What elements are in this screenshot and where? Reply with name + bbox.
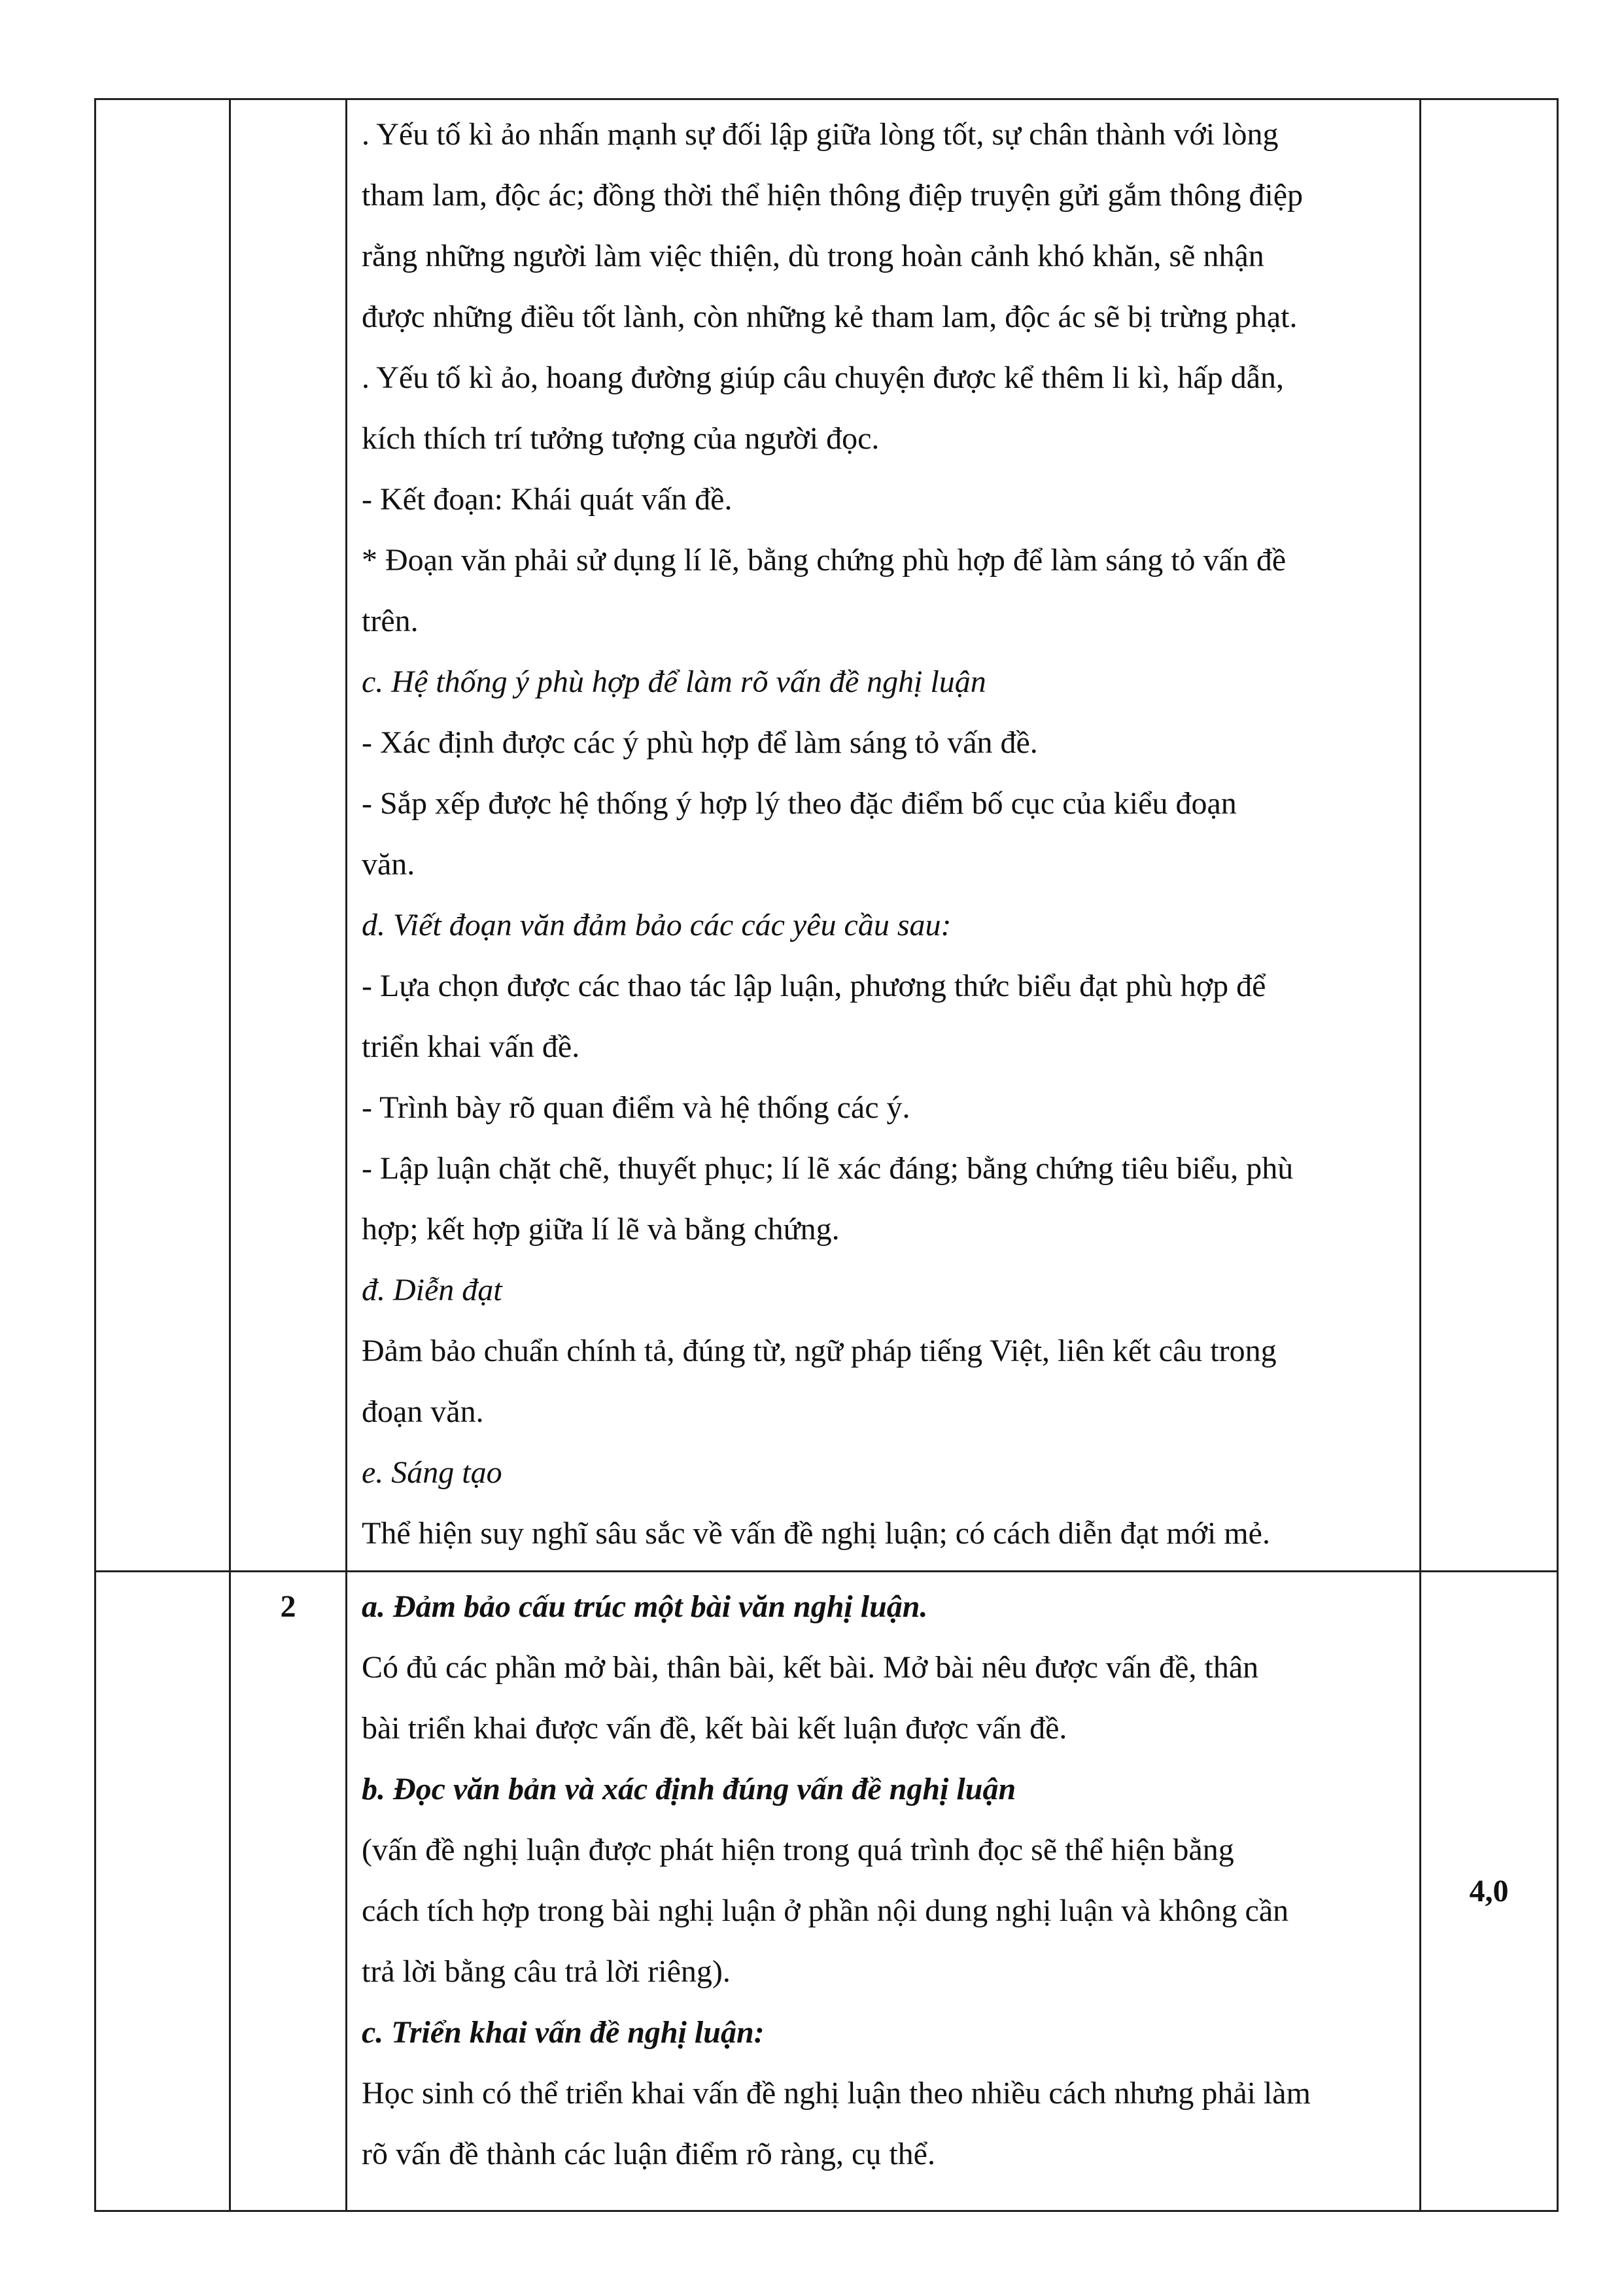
- text-line: Đảm bảo chuẩn chính tả, đúng từ, ngữ pháp tiếng Việt, liên kết câu trong: [362, 1334, 1277, 1368]
- text-line: văn.: [362, 847, 415, 882]
- section-cell: [95, 1572, 230, 2211]
- text-line: - Xác định được các ý phù hợp để làm sáng tỏ vấn đề.: [362, 725, 1038, 760]
- row2-content: [347, 1572, 1419, 2191]
- section-heading: c. Triển khai vấn đề nghị luận:: [362, 2015, 765, 2050]
- text-line: triển khai vấn đề.: [362, 1029, 580, 1064]
- text-line: . Yếu tố kì ảo, hoang đường giúp câu chuyện được kể thêm li kì, hấp dẫn,: [362, 360, 1285, 395]
- text-line: Thể hiện suy nghĩ sâu sắc về vấn đề nghị luận; có cách diễn đạt mới mẻ.: [362, 1516, 1270, 1551]
- text-line: trả lời bằng câu trả lời riêng).: [362, 1954, 731, 1989]
- rubric-row-question-2: [95, 1572, 1558, 2211]
- text-line: . Yếu tố kì ảo nhấn mạnh sự đối lập giữa lòng tốt, sự chân thành với lòng: [362, 117, 1279, 152]
- text-line: Học sinh có thể triển khai vấn đề nghị luận theo nhiều cách nhưng phải làm: [362, 2076, 1311, 2111]
- rubric-row-continuation: [95, 99, 1558, 1572]
- text-line: hợp; kết hợp giữa lí lẽ và bằng chứng.: [362, 1212, 840, 1247]
- text-line: được những điều tốt lành, còn những kẻ tham lam, độc ác sẽ bị trừng phạt.: [362, 300, 1298, 334]
- text-line: cách tích hợp trong bài nghị luận ở phần nội dung nghị luận và không cần: [362, 1893, 1289, 1928]
- grading-rubric-table: [94, 98, 1559, 2212]
- text-line: đoạn văn.: [362, 1394, 484, 1429]
- text-line: rõ vấn đề thành các luận điểm rõ ràng, cụ thể.: [362, 2137, 935, 2171]
- row1-content: [347, 100, 1419, 1570]
- text-line: * Đoạn văn phải sử dụng lí lẽ, bằng chứng phù hợp để làm sáng tỏ vấn đề: [362, 543, 1287, 578]
- question-number: 2: [280, 1589, 296, 1624]
- text-line: - Kết đoạn: Khái quát vấn đề.: [362, 482, 733, 517]
- section-heading: đ. Diễn đạt: [362, 1273, 502, 1307]
- section-heading: a. Đảm bảo cấu trúc một bài văn nghị luận.: [362, 1589, 928, 1624]
- text-line: rằng những người làm việc thiện, dù trong hoàn cảnh khó khăn, sẽ nhận: [362, 239, 1264, 273]
- section-heading: b. Đọc văn bản và xác định đúng vấn đề nghị luận: [362, 1772, 1016, 1806]
- score-value: 4,0: [1469, 1874, 1509, 1908]
- text-line: - Lập luận chặt chẽ, thuyết phục; lí lẽ xác đáng; bằng chứng tiêu biểu, phù: [362, 1151, 1294, 1186]
- text-line: - Lựa chọn được các thao tác lập luận, phương thức biểu đạt phù hợp để: [362, 969, 1266, 1003]
- content-cell: [347, 1572, 1421, 2211]
- text-line: - Sắp xếp được hệ thống ý hợp lý theo đặc điểm bố cục của kiểu đoạn: [362, 786, 1237, 821]
- text-line: kích thích trí tưởng tượng của người đọc.: [362, 421, 880, 456]
- text-line: tham lam, độc ác; đồng thời thể hiện thông điệp truyện gửi gắm thông điệp: [362, 178, 1304, 213]
- section-cell: [95, 99, 230, 1572]
- section-heading: c. Hệ thống ý phù hợp để làm rõ vấn đề nghị luận: [362, 664, 986, 699]
- text-line: (vấn đề nghị luận được phát hiện trong quá trình đọc sẽ thể hiện bằng: [362, 1833, 1234, 1867]
- text-line: - Trình bày rõ quan điểm và hệ thống các ý.: [362, 1090, 910, 1125]
- text-line: bài triển khai được vấn đề, kết bài kết luận được vấn đề.: [362, 1711, 1067, 1746]
- section-heading: e. Sáng tạo: [362, 1455, 502, 1490]
- score-cell: [1421, 99, 1558, 1572]
- question-number-cell: [230, 1572, 347, 2211]
- section-heading: d. Viết đoạn văn đảm bảo các các yêu cầu sau:: [362, 908, 952, 942]
- content-cell: [347, 99, 1421, 1572]
- score-cell: [1421, 1572, 1558, 2211]
- text-line: trên.: [362, 604, 419, 638]
- question-number-cell: [230, 99, 347, 1572]
- text-line: Có đủ các phần mở bài, thân bài, kết bài. Mở bài nêu được vấn đề, thân: [362, 1650, 1259, 1685]
